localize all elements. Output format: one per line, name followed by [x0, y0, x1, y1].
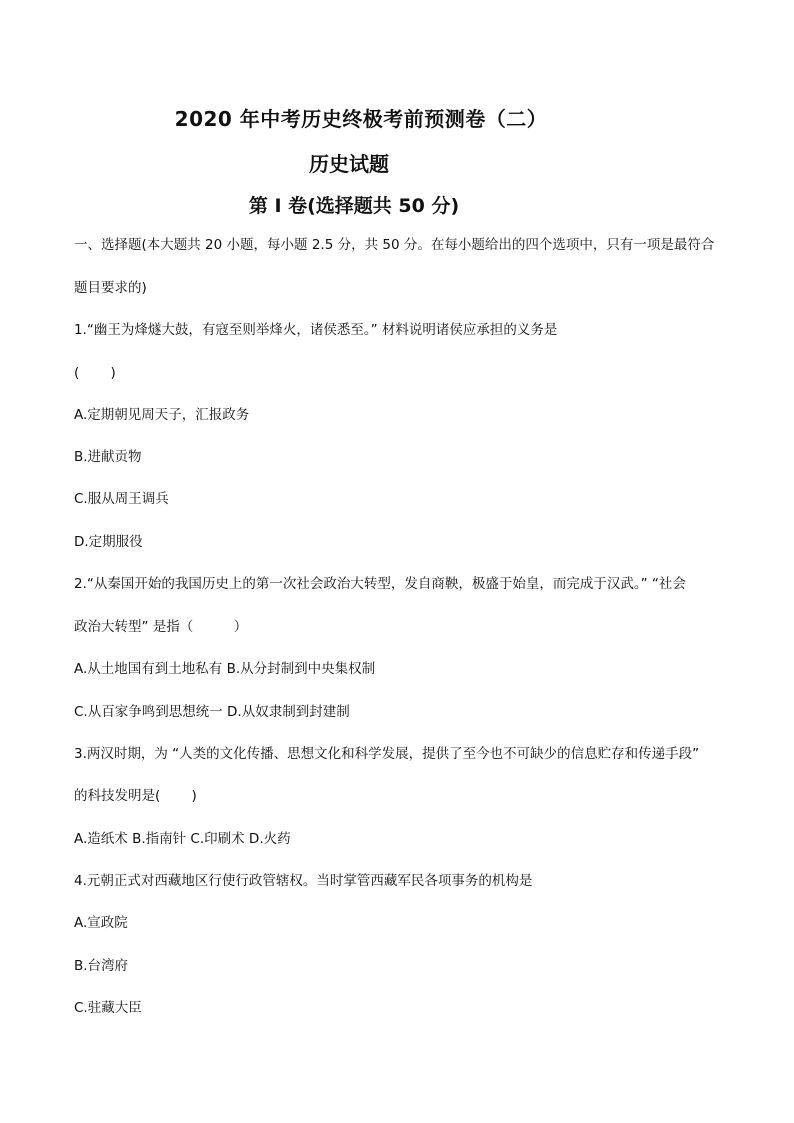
question-2-options-cd: C.从百家争鸣到思想统一 D.从奴隶制到封建制 — [74, 704, 350, 720]
question-3-stem: 3.两汉时期，为 “人类的文化传播、思想文化和科学发展，提供了至今也不可缺少的信息贮存和传递手段” — [74, 746, 700, 762]
question-4-stem: 4.元朝正式对西藏地区行使行政管辖权。当时掌管西藏军民各项事务的机构是 — [74, 873, 533, 889]
question-4-option-b: B.台湾府 — [74, 958, 129, 974]
question-3-stem-cont: 的科技发明是( ) — [74, 788, 197, 804]
question-2-stem-cont: 政治大转型” 是指（ ） — [74, 619, 248, 635]
question-2-options-ab: A.从土地国有到土地私有 B.从分封制到中央集权制 — [74, 661, 376, 677]
question-4-option-c: C.驻藏大臣 — [74, 1000, 142, 1016]
instructions-line-1: 一、选择题(本大题共 20 小题，每小题 2.5 分，共 50 分。在每小题给出的四个选项中，只有一项是最符合 — [74, 237, 715, 253]
instructions-line-2: 题目要求的) — [74, 280, 147, 296]
question-1-option-b: B.进献贡物 — [74, 449, 142, 465]
question-1-blank: ( ) — [74, 365, 116, 381]
question-1-option-c: C.服从周王调兵 — [74, 491, 169, 507]
question-3-options: A.造纸术 B.指南针 C.印刷术 D.火药 — [74, 831, 291, 847]
question-4-option-a: A.宣政院 — [74, 915, 128, 931]
question-2-stem: 2.“从秦国开始的我国历史上的第一次社会政治大转型，发自商鞅，极盛于始皇，而完成于汉武。” “社会 — [74, 576, 686, 592]
section-heading: 第 I 卷(选择题共 50 分) — [248, 195, 460, 217]
exam-title: 2020 年中考历史终极考前预测卷（二） — [174, 107, 548, 131]
exam-subtitle: 历史试题 — [309, 152, 389, 176]
question-1-option-d: D.定期服役 — [74, 534, 143, 550]
question-1-stem: 1.“幽王为烽燧大鼓，有寇至则举烽火，诸侯悉至。” 材料说明诸侯应承担的义务是 — [74, 322, 558, 338]
question-1-option-a: A.定期朝见周天子，汇报政务 — [74, 407, 250, 423]
